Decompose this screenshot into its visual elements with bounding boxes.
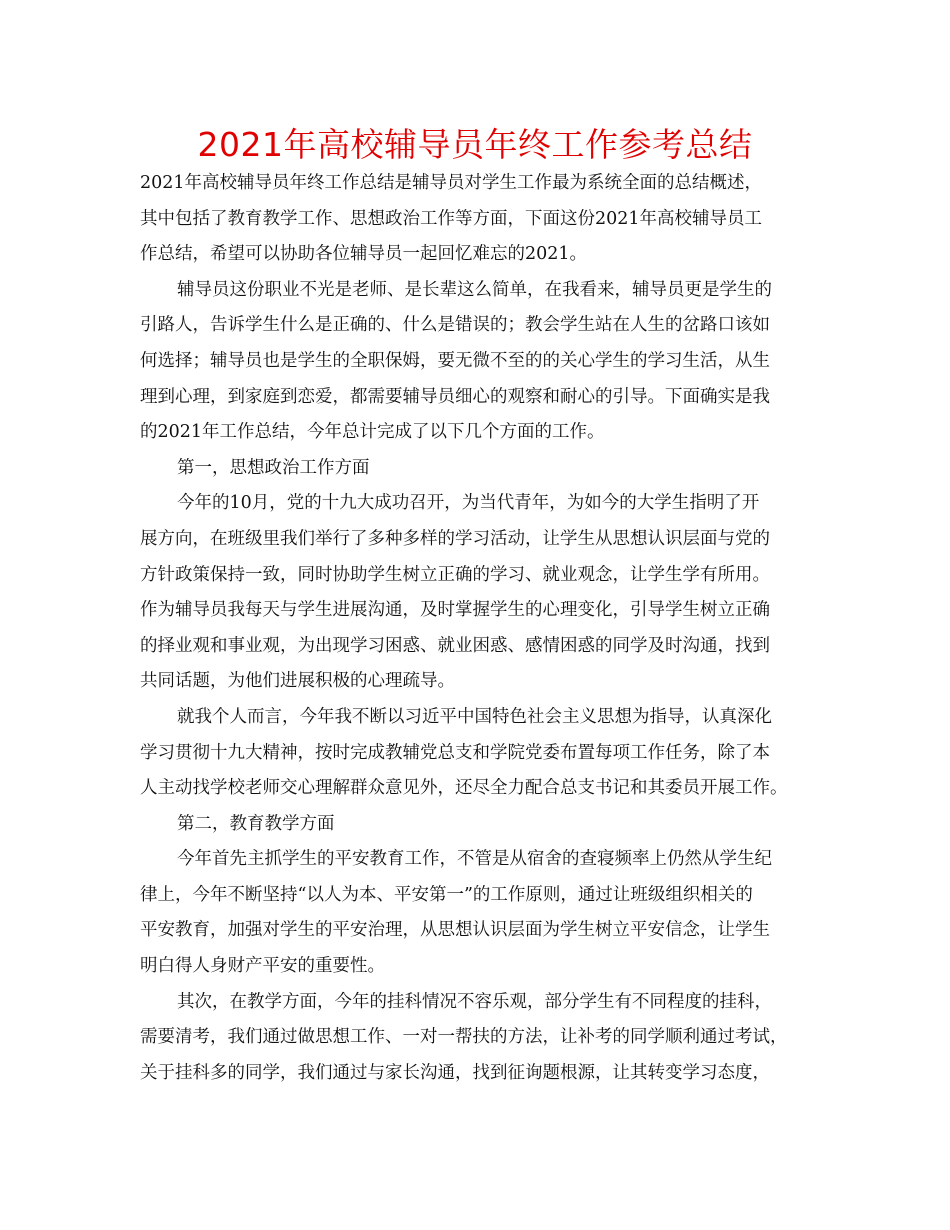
text-line: 明白得人身财产平安的重要性。 xyxy=(140,956,385,977)
text-line: 其中包括了教育教学工作、思想政治工作等方面，下面这份2021年高校辅导员工 xyxy=(140,208,763,229)
text-line: 就我个人而言，今年我不断以习近平中国特色社会主义思想为指导，认真深化 xyxy=(177,706,772,727)
text-line: 其次，在教学方面，今年的挂科情况不容乐观，部分学生有不同程度的挂科， xyxy=(177,991,772,1012)
text-line: 学习贯彻十九大精神，按时完成教辅党总支和学院党委布置每项工作任务，除了本 xyxy=(140,742,770,763)
text-line: 律上，今年不断坚持“以人为本、平安第一”的工作原则，通过让班级组织相关的 xyxy=(140,884,753,905)
text-line: 今年首先主抓学生的平安教育工作，不管是从宿舍的查寝频率上仍然从学生纪 xyxy=(177,849,772,870)
document-body xyxy=(140,166,820,1091)
text-line: 作总结，希望可以协助各位辅导员一起回忆难忘的2021。 xyxy=(140,244,588,265)
text-line: 关于挂科多的同学，我们通过与家长沟通，找到征询题根源，让其转变学习态度， xyxy=(140,1062,770,1083)
text-line: 展方向，在班级里我们举行了多种多样的学习活动，让学生从思想认识层面与党的 xyxy=(140,528,770,549)
text-line: 今年的10月，党的十九大成功召开，为当代青年，为如今的大学生指明了开 xyxy=(177,493,760,514)
text-line: 的2021年工作总结，今年总计完成了以下几个方面的工作。 xyxy=(140,422,605,443)
text-line: 2021年高校辅导员年终工作总结是辅导员对学生工作最为系统全面的总结概述， xyxy=(140,173,763,193)
text-line: 辅导员这份职业不光是老师、是长辈这么简单，在我看来，辅导员更是学生的 xyxy=(177,279,772,300)
text-line: 第一，思想政治工作方面 xyxy=(177,457,370,478)
text-line: 引路人，告诉学生什么是正确的、什么是错误的；教会学生站在人生的岔路口该如 xyxy=(140,315,770,336)
text-line: 第二，教育教学方面 xyxy=(177,813,335,834)
text-line: 人主动找学校老师交心理解群众意见外，还尽全力配合总支书记和其委员开展工作。 xyxy=(140,778,788,799)
text-line: 理到心理，到家庭到恋爱，都需要辅导员细心的观察和耐心的引导。下面确实是我 xyxy=(140,386,770,407)
text-line: 方针政策保持一致，同时协助学生树立正确的学习、就业观念，让学生学有所用。 xyxy=(140,564,770,585)
text-line: 共同话题，为他们进展积极的心理疏导。 xyxy=(140,671,455,692)
text-line: 需要清考，我们通过做思想工作、一对一帮扶的方法，让补考的同学顺利通过考试， xyxy=(140,1027,788,1048)
text-line: 的择业观和事业观，为出现学习困惑、就业困惑、感情困惑的同学及时沟通，找到 xyxy=(140,635,770,656)
text-line: 作为辅导员我每天与学生进展沟通，及时掌握学生的心理变化，引导学生树立正确 xyxy=(140,600,770,621)
document-title: 2021年高校辅导员年终工作参考总结 xyxy=(197,125,753,164)
text-line: 何选择；辅导员也是学生的全职保姆，要无微不至的的关心学生的学习生活，从生 xyxy=(140,350,770,371)
text-line: 平安教育，加强对学生的平安治理，从思想认识层面为学生树立平安信念，让学生 xyxy=(140,920,770,941)
